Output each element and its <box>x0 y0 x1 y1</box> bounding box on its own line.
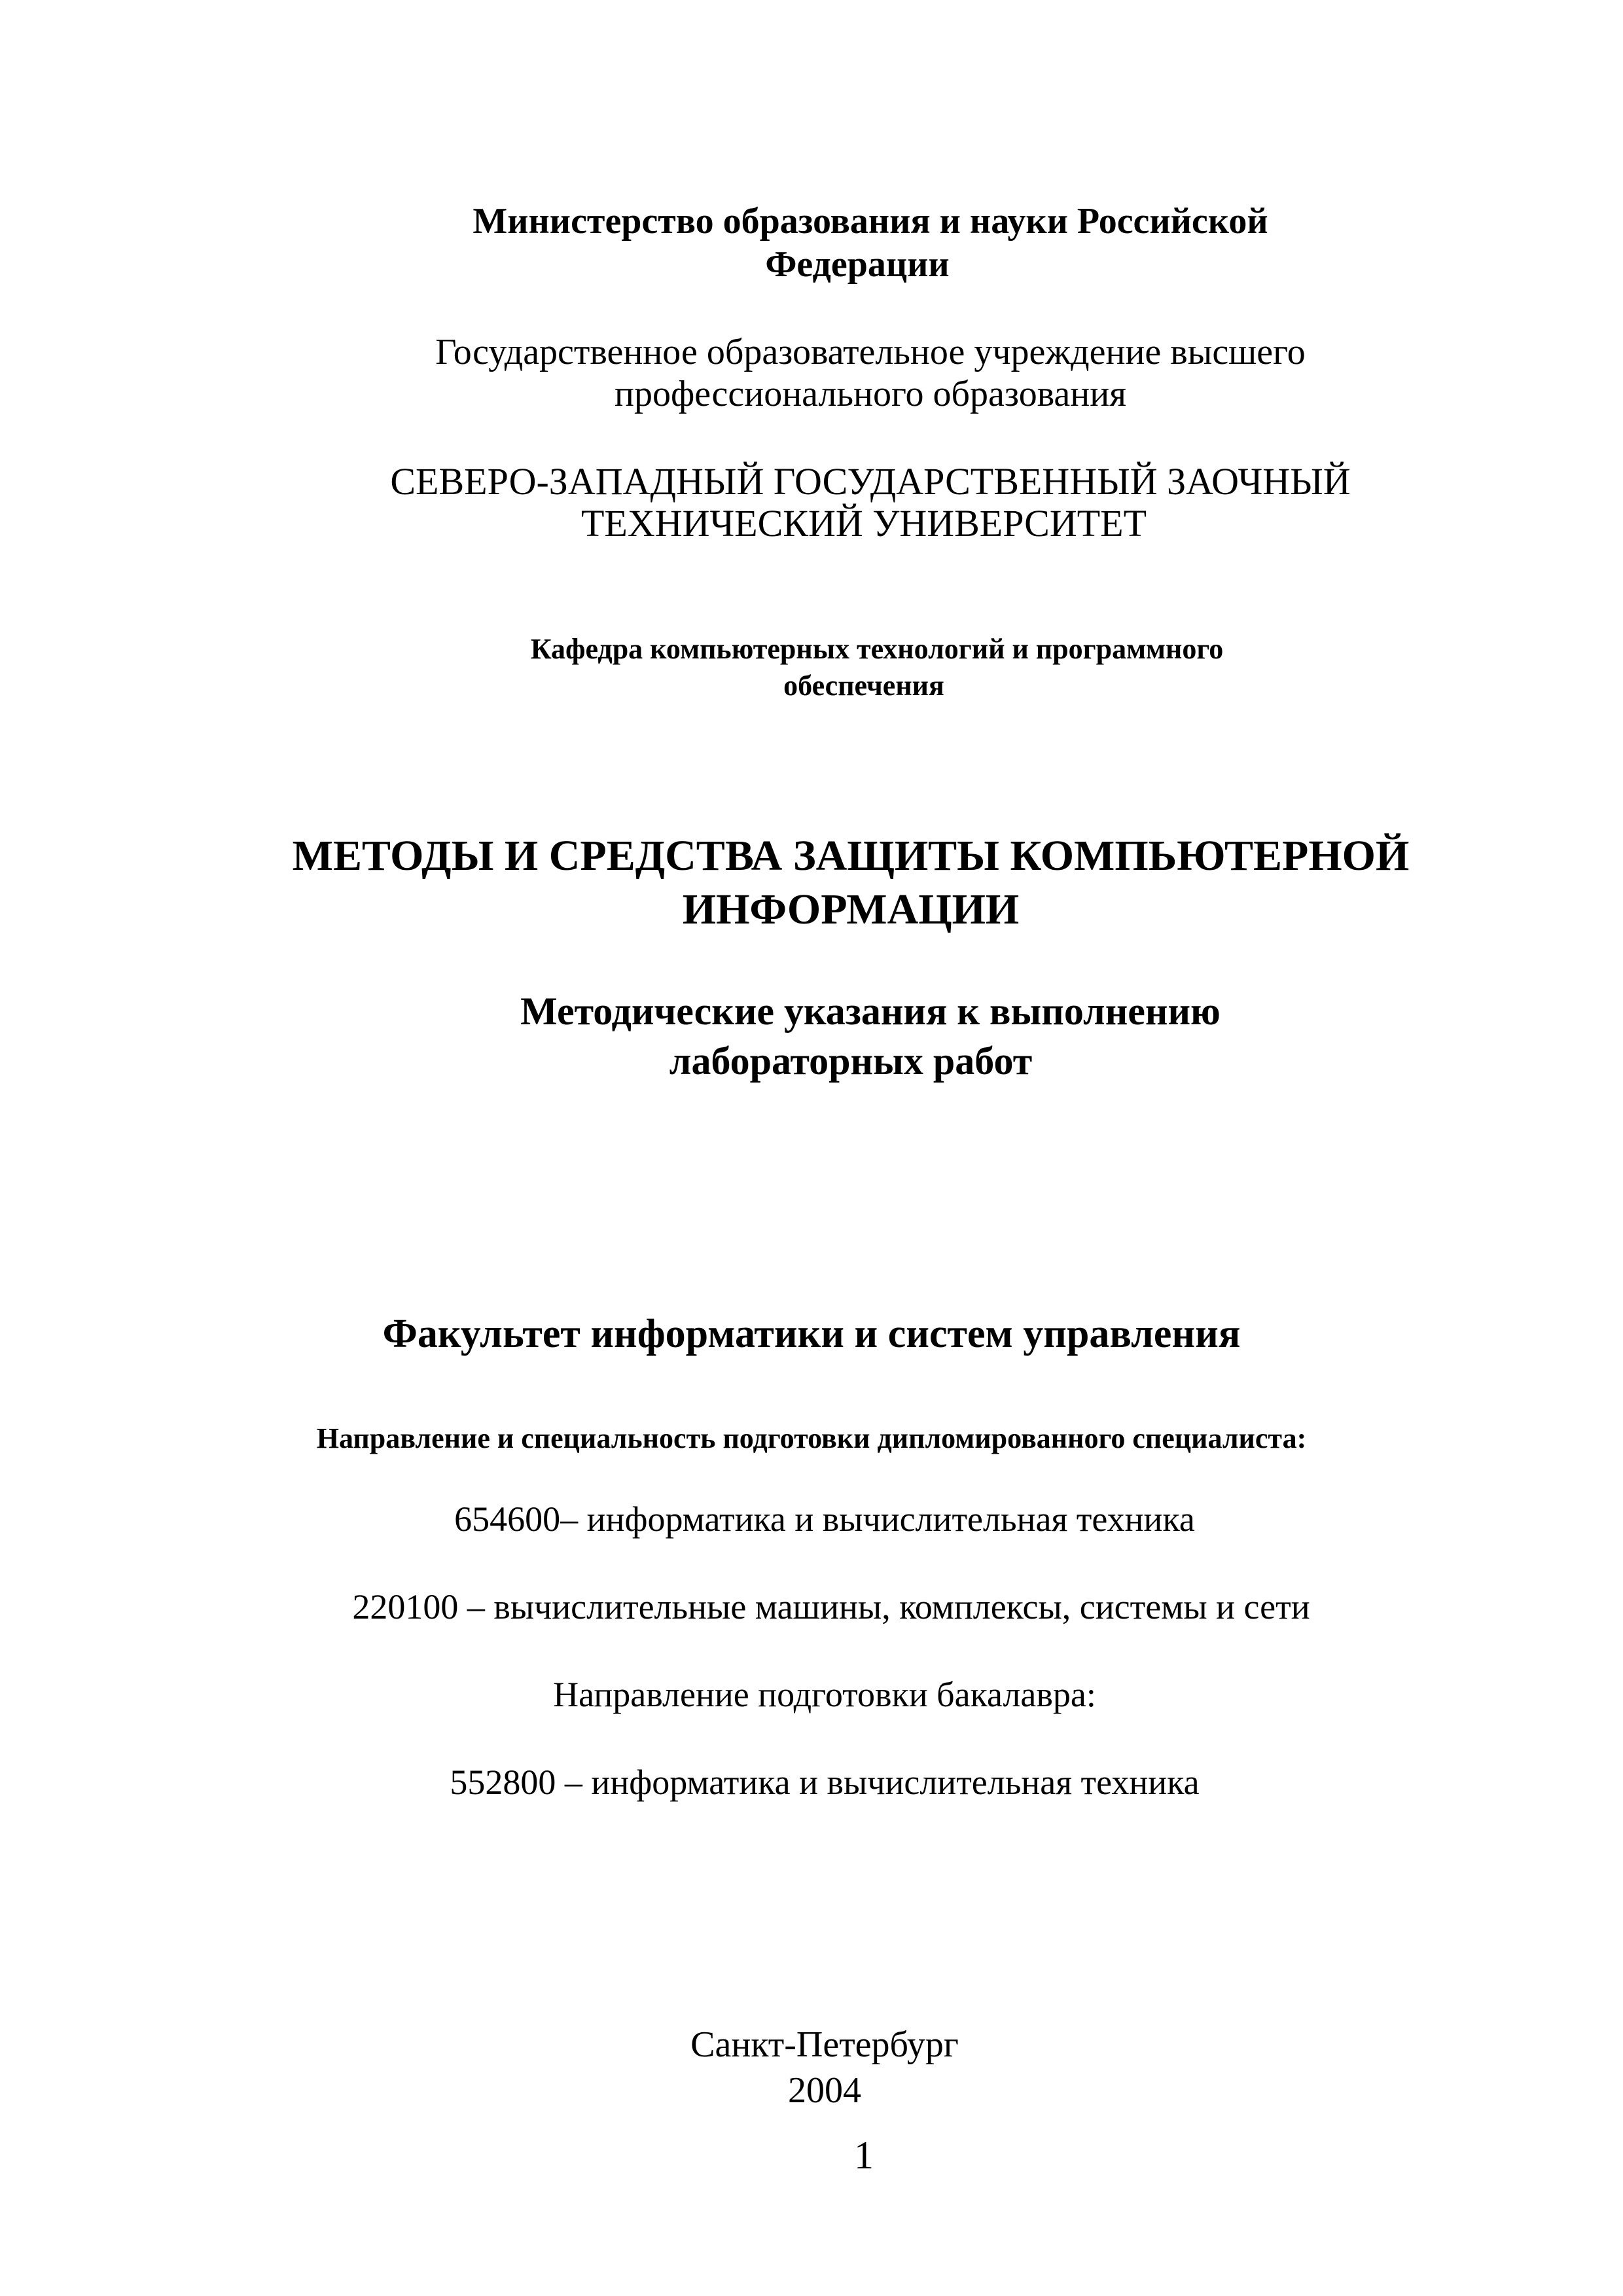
ministry-line-2: Федерации <box>765 244 950 285</box>
subtitle-line-1: Методические указания к выполнению <box>520 990 1221 1033</box>
ministry-line-1: Министерство образования и науки Российской <box>473 201 1268 242</box>
page-number: 1 <box>854 2134 874 2177</box>
city: Санкт-Петербург <box>690 2024 959 2065</box>
specialist-direction-heading: Направление и специальность подготовки дипломированного специалиста: <box>316 1422 1307 1454</box>
department-line-1: Кафедра компьютерных технологий и программного <box>530 633 1224 665</box>
main-title-line-1: МЕТОДЫ И СРЕДСТВА ЗАЩИТЫ КОМПЬЮТЕРНОЙ <box>292 832 1410 880</box>
bachelor-direction-heading: Направление подготовки бакалавра: <box>553 1675 1096 1714</box>
university-line-2: ТЕХНИЧЕСКИЙ УНИВЕРСИТЕТ <box>580 502 1147 545</box>
subtitle-line-2: лабораторных работ <box>669 1039 1033 1083</box>
university-line-1: СЕВЕРО-ЗАПАДНЫЙ ГОСУДАРСТВЕННЫЙ ЗАОЧНЫЙ <box>390 460 1351 503</box>
institution-line-2: профессионального образования <box>615 374 1126 414</box>
department-line-2: обеспечения <box>783 670 944 702</box>
faculty-heading: Факультет информатики и систем управления <box>382 1312 1241 1356</box>
main-title-line-2: ИНФОРМАЦИИ <box>682 886 1020 933</box>
specialty-654600: 654600– информатика и вычислительная техника <box>454 1499 1195 1539</box>
bachelor-552800: 552800 – информатика и вычислительная техника <box>450 1763 1200 1802</box>
institution-line-1: Государственное образовательное учреждение высшего <box>435 332 1306 372</box>
year: 2004 <box>788 2070 861 2111</box>
specialty-220100: 220100 – вычислительные машины, комплексы, системы и сети <box>352 1587 1310 1626</box>
